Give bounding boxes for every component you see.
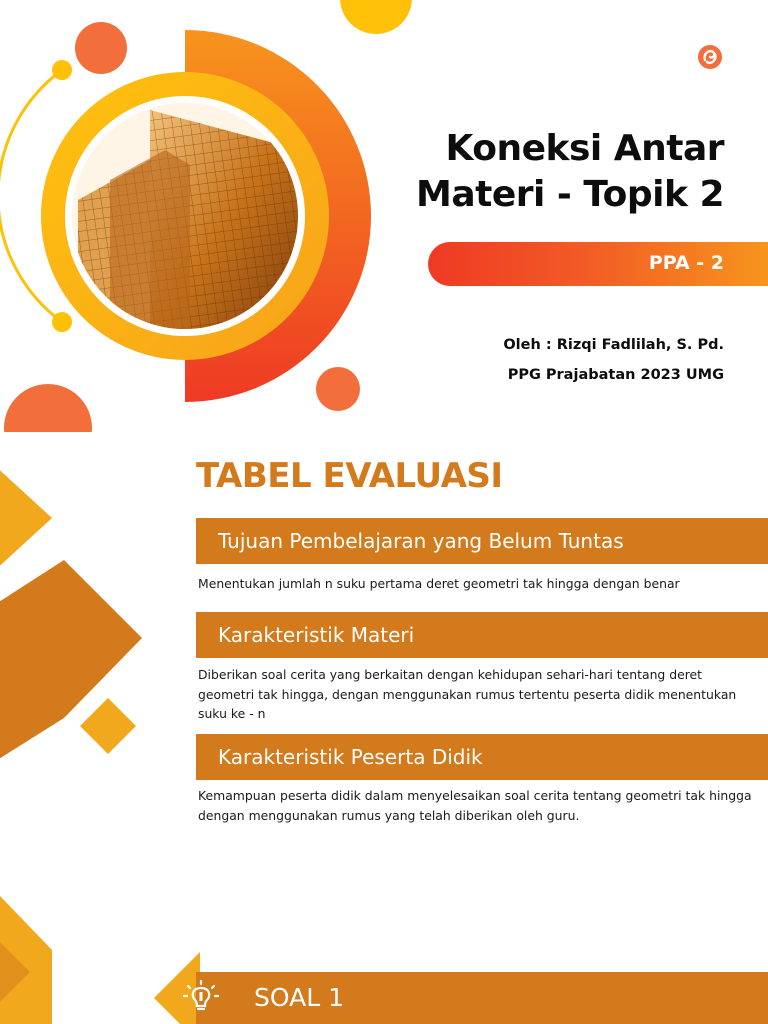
evaluation-slide	[0, 432, 768, 1024]
spiral-logo-icon	[697, 44, 723, 70]
heading-learning-goal: Tujuan Pembelajaran yang Belum Tuntas	[196, 518, 768, 564]
diamond-decoration	[0, 432, 200, 1024]
text-learning-goal: Menentukan jumlah n suku pertama deret geometri tak hingga dengan benar	[198, 576, 680, 591]
coral-circle-decoration	[75, 22, 127, 74]
section-title: TABEL EVALUASI	[196, 456, 503, 496]
title-line-1: Koneksi Antar	[445, 128, 724, 169]
heading-student-characteristics: Karakteristik Peserta Didik	[196, 734, 768, 780]
program-line: PPG Prajabatan 2023 UMG	[507, 367, 724, 383]
lightbulb-icon	[181, 978, 221, 1018]
cover-slide	[0, 0, 768, 432]
ppa-badge-label: PPA - 2	[648, 252, 724, 274]
page-title	[384, 126, 724, 218]
title-line-2: Materi - Topik 2	[416, 174, 724, 215]
text-student-characteristics: Kemampuan peserta didik dalam menyelesaikan soal cerita tentang geometri tak hingga dengan menggunakan rumus yang telah diberikan oleh guru.	[198, 788, 752, 823]
soal-title: SOAL 1	[254, 983, 344, 1012]
author-line: Oleh : Rizqi Fadlilah, S. Pd.	[503, 337, 724, 353]
text-material-characteristics: Diberikan soal cerita yang berkaitan dengan kehidupan sehari-hari tentang deret geometri tak hingga, dengan menggunakan rumus tertentu peserta didik menentukan suku ke - n	[198, 667, 737, 721]
heading-material-characteristics: Karakteristik Materi	[196, 612, 768, 658]
yellow-circle-decoration	[340, 0, 412, 34]
